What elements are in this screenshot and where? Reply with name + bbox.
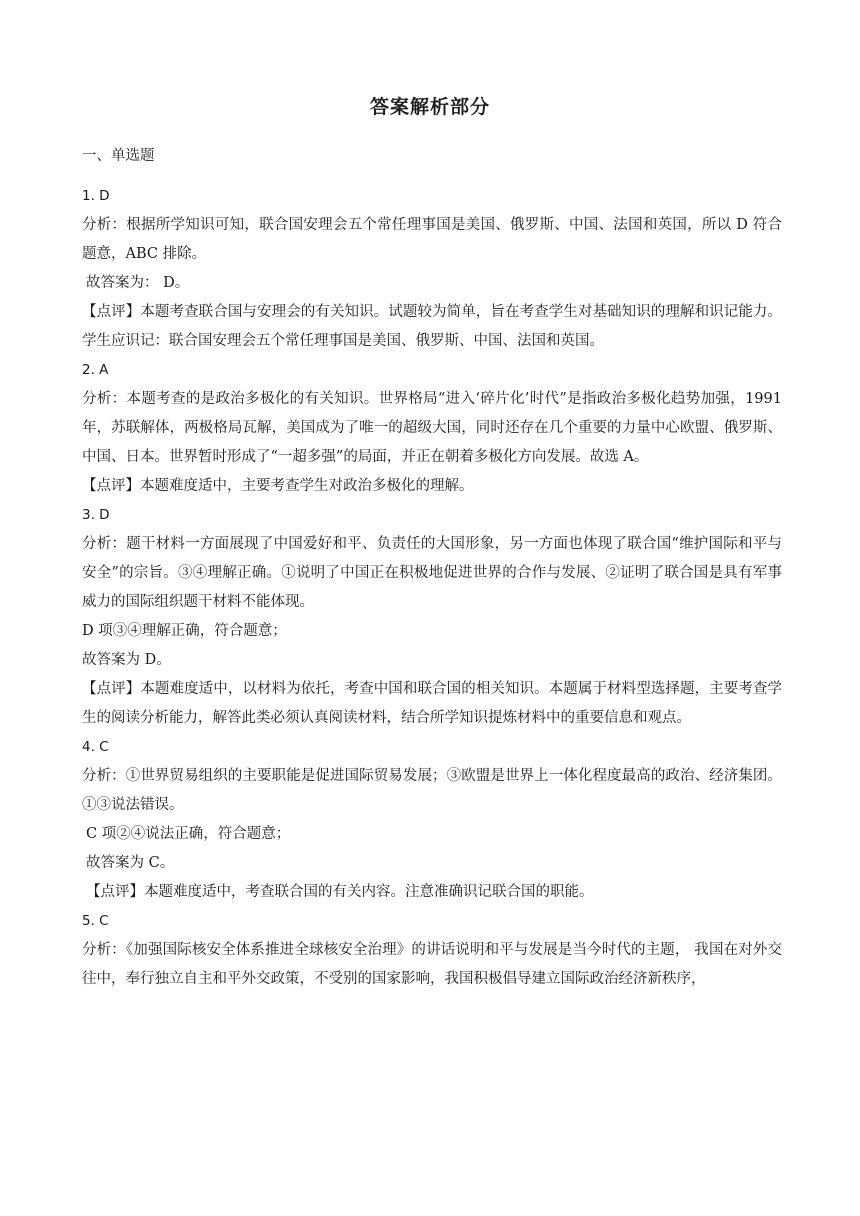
item-analysis: 分析：本题考查的是政治多极化的有关知识。世界格局“进入‘碎片化’时代”是指政治多极化趋势加强，1991年，苏联解体，两极格局瓦解，美国成为了唯一的超级大国，同时还存在几个重要的力量中心欧盟、俄罗斯、中国、日本。世界暂时形成了“一超多强”的局面，并正在朝着多极化方向发展。故选 A。	[82, 391, 782, 465]
item-comment: 【点评】本题难度适中，以材料为依托，考查中国和联合国的相关知识。本题属于材料型选择题，主要考查学生的阅读分析能力，解答此类必须认真阅读材料，结合所学知识提炼材料中的重要信息和观点。	[82, 681, 782, 726]
item-answer: 故答案为 C。	[86, 855, 175, 871]
item-comment: 【点评】本题考查联合国与安理会的有关知识。试题较为简单，旨在考查学生对基础知识的理解和识记能力。学生应识记：联合国安理会五个常任理事国是美国、俄罗斯、中国、法国和英国。	[82, 304, 782, 349]
item-number: 2. A	[82, 362, 109, 378]
item-comment: 【点评】本题难度适中，主要考查学生对政治多极化的理解。	[82, 478, 474, 494]
item-answer: 故答案为： D。	[86, 275, 190, 291]
item-analysis: 分析：《加强国际核安全体系推进全球核安全治理》的讲话说明和平与发展是当今时代的主题， 我国在对外交往中，奉行独立自主和平外交政策，不受别的国家影响，我国积极倡导建立国际政治经济新秩序，	[82, 942, 782, 987]
item-number: 5. C	[82, 913, 109, 929]
item-number: 3. D	[82, 507, 110, 523]
item-comment: 【点评】本题难度适中，考查联合国的有关内容。注意准确识记联合国的职能。	[86, 884, 594, 900]
page-title: 答案解析部分	[369, 96, 490, 118]
item-analysis: 分析：根据所学知识可知，联合国安理会五个常任理事国是美国、俄罗斯、中国、法国和英国，所以 D 符合题意，ABC 排除。	[82, 217, 782, 262]
item-number: 1. D	[82, 188, 110, 204]
item-analysis: 分析：①世界贸易组织的主要职能是促进国际贸易发展；③欧盟是世界上一体化程度最高的政治、经济集团。①③说法错误。	[82, 768, 782, 813]
section-heading: 一、单选题	[82, 148, 155, 164]
answer-body	[82, 182, 782, 994]
item-answer: 故答案为 D。	[82, 652, 171, 668]
item-option: D 项③④理解正确，符合题意；	[82, 623, 287, 639]
item-number: 4. C	[82, 739, 109, 755]
item-analysis: 分析：题干材料一方面展现了中国爱好和平、负责任的大国形象，另一方面也体现了联合国“维护国际和平与安全”的宗旨。③④理解正确。①说明了中国正在积极地促进世界的合作与发展、②证明了联合国是具有军事威力的国际组织题干材料不能体现。	[82, 536, 782, 610]
item-option: C 项②④说法正确，符合题意；	[86, 826, 291, 842]
